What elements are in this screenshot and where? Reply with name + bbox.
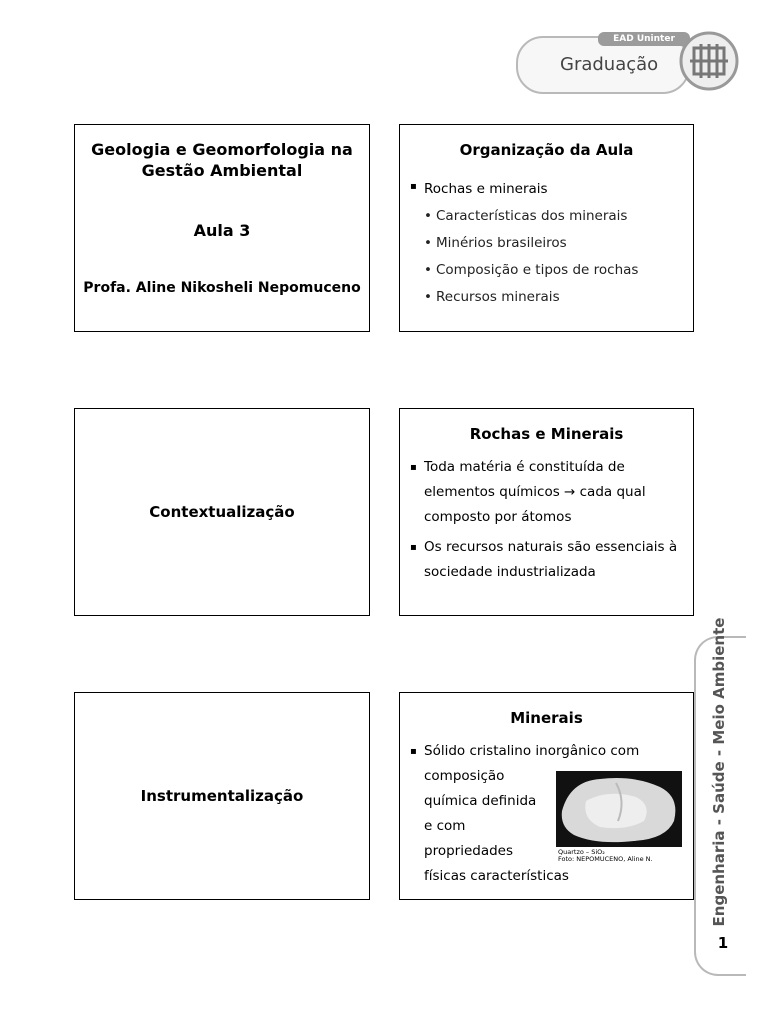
list-item: • Características dos minerais [424,208,628,224]
list-item: • Recursos minerais [424,289,560,305]
body-line: ▪ Sólido cristalino inorgânico com [410,739,639,764]
quartz-photo [556,771,682,847]
list-item: • Composição e tipos de rochas [424,262,639,278]
slide-contextualizacao [74,408,370,616]
slide-heading: Minerais [510,709,583,727]
graduacao-label: Graduação [560,54,659,75]
body-line: composição [424,768,505,784]
photo-caption: Quartzo – SiO₂ Foto: NEPOMUCENO, Aline N. [558,848,653,863]
institution-logo-icon [676,28,742,94]
list-item: ▪ Toda matéria é constituída de elementos químicos → cada qual composto por átomos [410,455,682,530]
slide-minerais [399,692,694,900]
slide-body [410,455,682,590]
list-item: ▪ Rochas e minerais [410,181,638,197]
agenda-list [410,181,638,316]
slide-heading: Organização da Aula [459,141,634,159]
list-item: • Minérios brasileiros [424,235,567,251]
page-number: 1 [717,934,729,952]
slide-heading: Instrumentalização [140,787,304,805]
body-line: físicas características [424,868,569,884]
slide-organizacao [399,124,694,332]
body-line: propriedades [424,843,514,859]
slide-heading: Rochas e Minerais [469,425,624,443]
slide-instrumentalizacao [74,692,370,900]
slide-title [74,124,370,332]
lesson-number: Aula 3 [193,221,251,240]
body-line: e com [424,818,466,834]
body-line: química definida [424,793,537,809]
slide-rochas-minerais [399,408,694,616]
side-tab-text: Engenharia - Saúde - Meio Ambiente [710,617,728,927]
slide-heading: Contextualização [149,503,295,521]
list-item: ▪ Os recursos naturais são essenciais à sociedade industrializada [410,535,682,585]
course-title: Geologia e Geomorfologia na Gestão Ambiental [91,140,353,180]
ead-label: EAD Uninter [598,32,690,46]
author-name: Profa. Aline Nikosheli Nepomuceno [83,280,361,296]
